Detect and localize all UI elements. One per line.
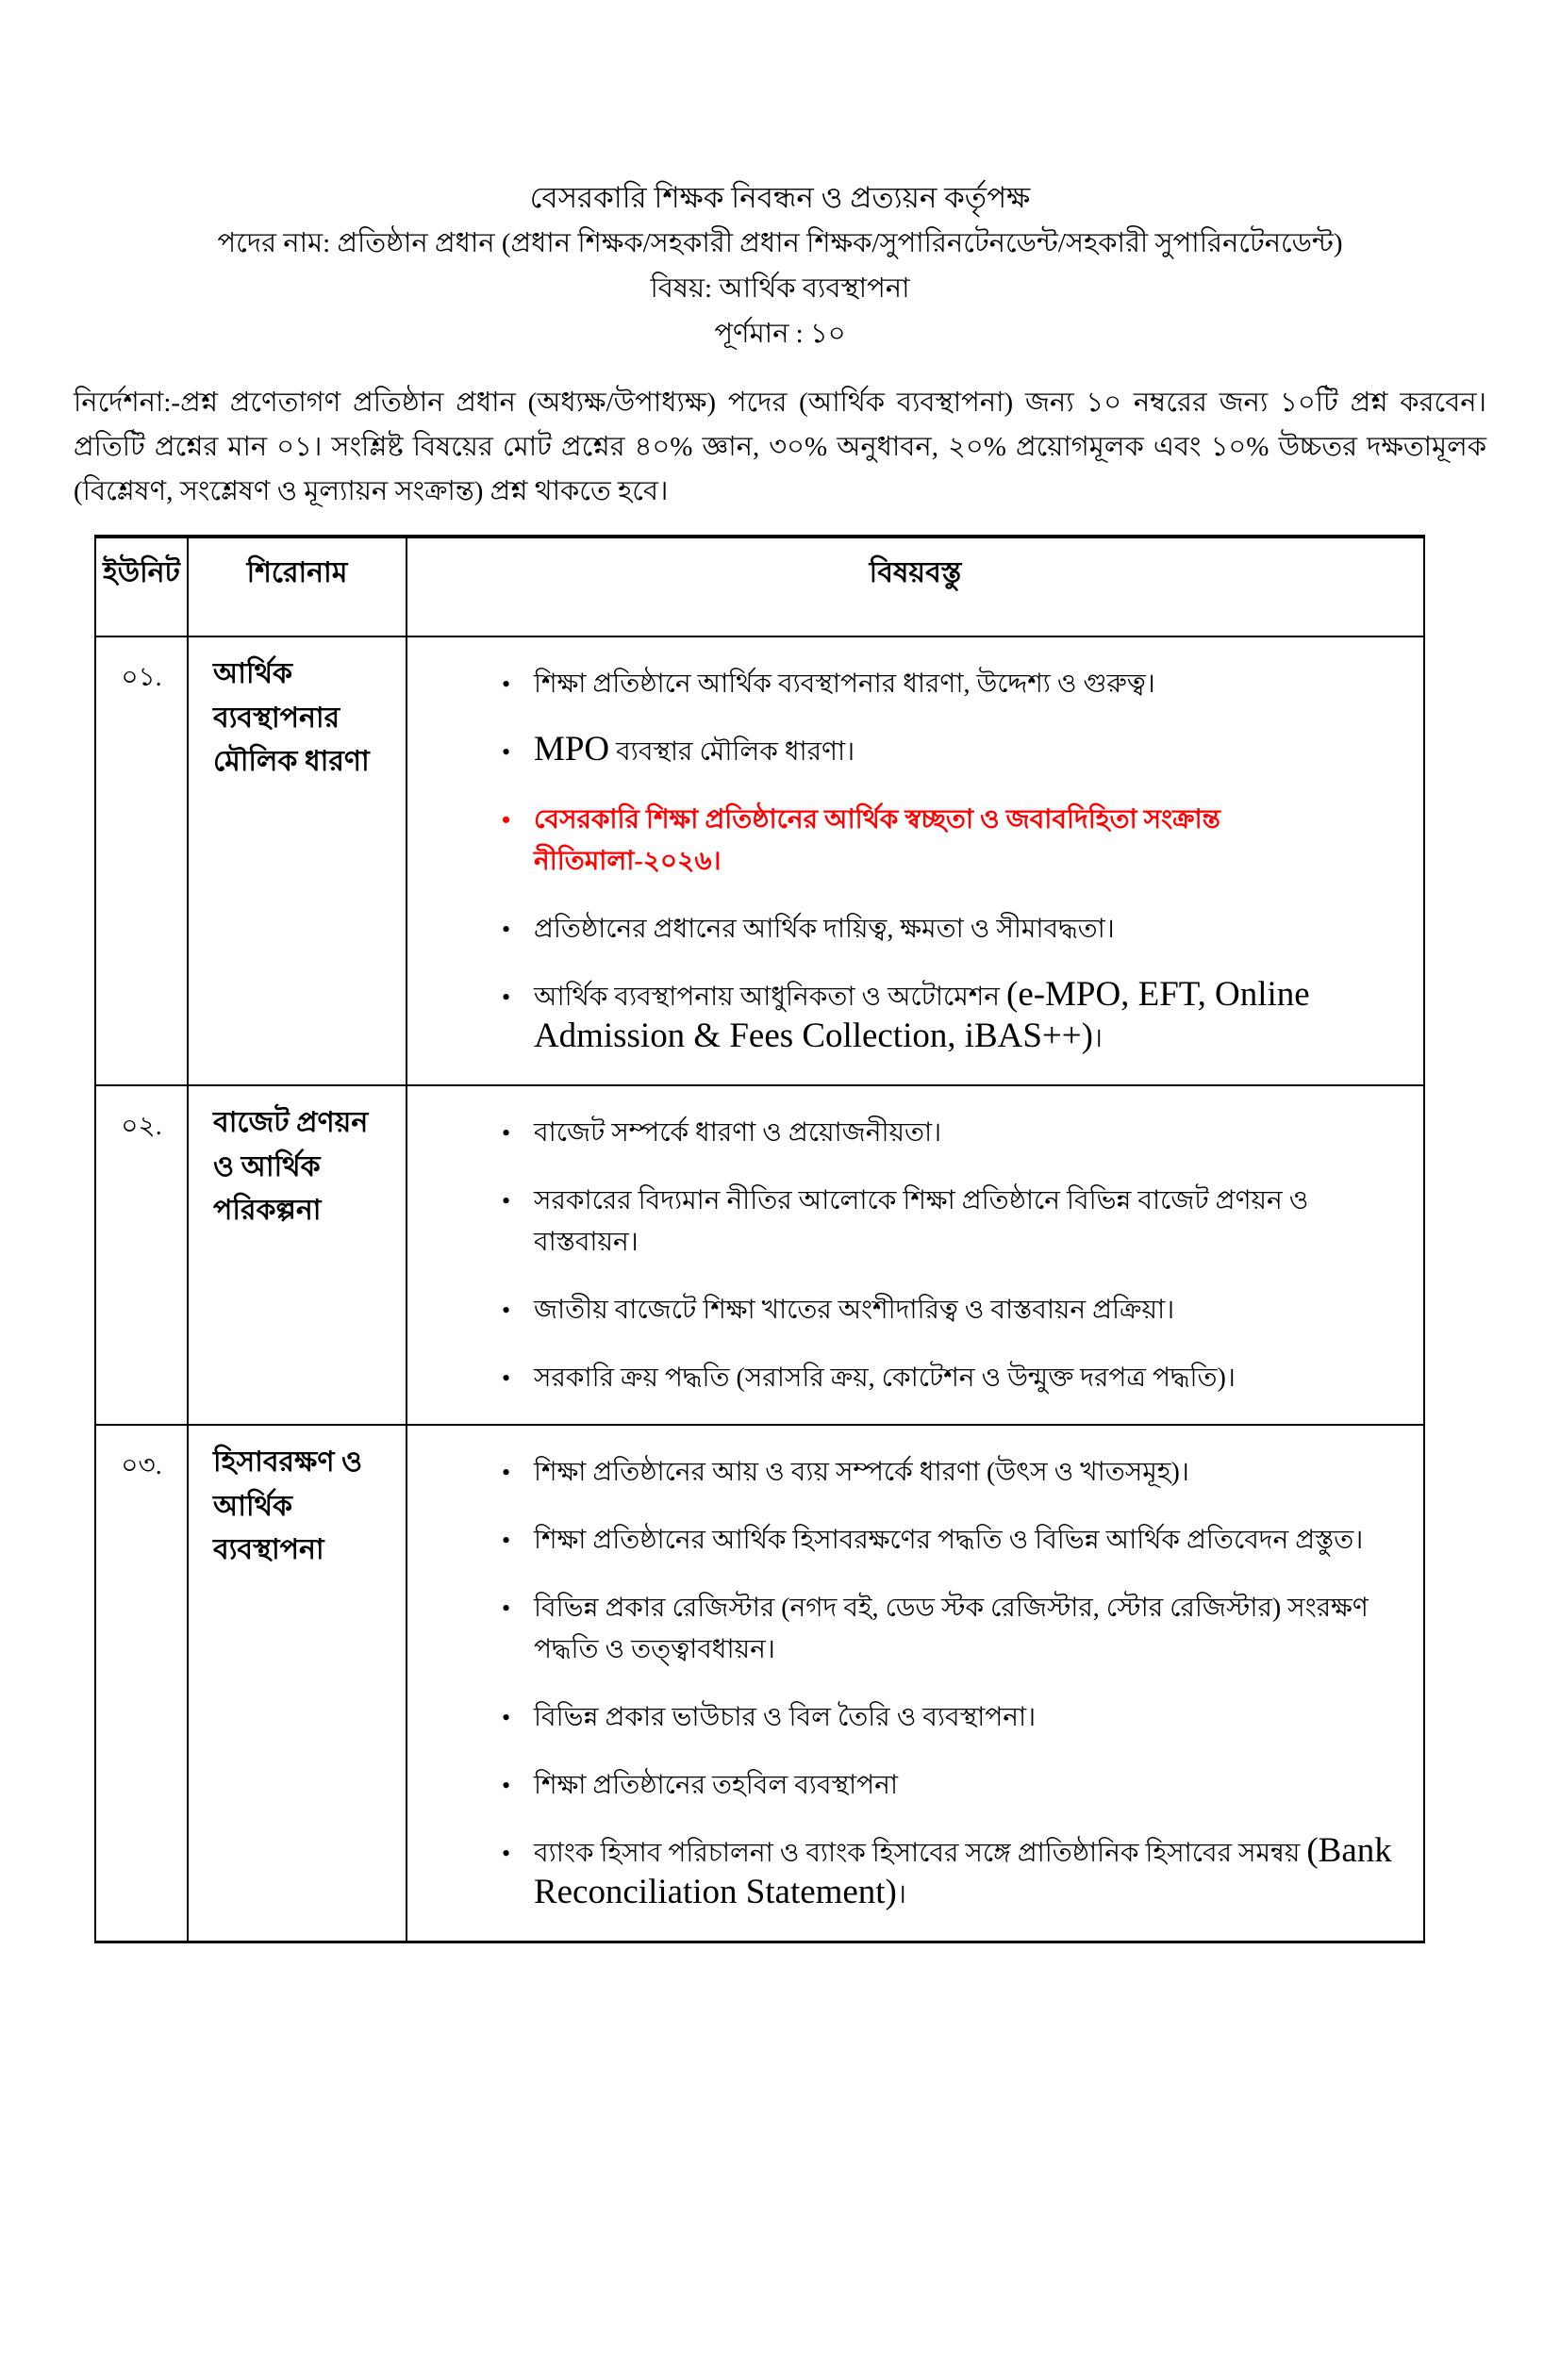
table-row-unit-2 [95, 1085, 1424, 1425]
topic-item [407, 1520, 1406, 1562]
authority-title: বেসরকারি শিক্ষক নিবন্ধন ও প্রত্যয়ন কর্তৃপক্ষ [529, 181, 1031, 214]
topic-item [407, 1697, 1406, 1739]
content-cell [407, 636, 1424, 1085]
topic-item-highlighted [407, 800, 1406, 883]
document-header [0, 175, 1560, 356]
unit-title: আর্থিক ব্যবস্থাপনার মৌলিক ধারণা [188, 636, 407, 1085]
instructions-paragraph: নির্দেশনা:-প্রশ্ন প্রণেতাগণ প্রতিষ্ঠান প্রধান (অধ্যক্ষ/উপাধ্যক্ষ) পদের (আর্থিক ব্যবস্থাপনা) জন্য ১০ নম্বরের জন্য ১০টি প্রশ্ন করবেন। প্রতিটি প্রশ্নের মান ০১। সংশ্লিষ্ট বিষয়ের মোট প্রশ্নের ৪০% জ্ঞান, ৩০% অনুধাবন, ২০% প্রয়োগমূলক এবং ১০% উচ্চতর দক্ষতামূলক (বিশ্লেষণ, সংশ্লেষণ ও মূল্যায়ন সংক্রান্ত) প্রশ্ন থাকতে হবে। [74, 388, 1486, 506]
topic-item [407, 909, 1406, 950]
syllabus-table [94, 535, 1425, 1943]
topic-text: শিক্ষা প্রতিষ্ঠানের আর্থিক হিসাবরক্ষণের পদ্ধতি ও বিভিন্ন আর্থিক প্রতিবেদন প্রস্তুত। [534, 1526, 1364, 1555]
topic-text: বাজেট সম্পর্কে ধারণা ও প্রয়োজনীয়তা। [534, 1118, 942, 1148]
table-row-unit-1 [95, 636, 1424, 1085]
bullet-icon: • [502, 1704, 511, 1731]
unit-number: ০৩. [95, 1425, 188, 1942]
topic-text: বিভিন্ন প্রকার ভাউচার ও বিল তৈরি ও ব্যবস্থাপনা। [534, 1703, 1037, 1732]
bullet-icon: • [502, 1595, 511, 1622]
col-header-content: বিষয়বস্তু [407, 537, 1424, 636]
table-header-row [95, 537, 1424, 636]
topic-text: আর্থিক ব্যবস্থাপনায় আধুনিকতা ও অটোমেশন (e-MPO, EFT, Online Admission & Fees Collection, iBAS++)। [534, 974, 1310, 1054]
topic-text: সরকারের বিদ্যমান নীতির আলোকে শিক্ষা প্রতিষ্ঠানে বিভিন্ন বাজেট প্রণয়ন ও বাস্তবায়ন। [534, 1186, 1309, 1257]
topic-text: ব্যাংক হিসাব পরিচালনা ও ব্যাংক হিসাবের সঙ্গে প্রাতিষ্ঠানিক হিসাবের সমন্বয় (Bank Reconciliation Statement)। [534, 1830, 1392, 1910]
bullet-icon: • [502, 1187, 511, 1215]
topic-item [407, 664, 1406, 705]
page [0, 175, 1560, 2380]
topic-text: সরকারি ক্রয় পদ্ধতি (সরাসরি ক্রয়, কোটেশন ও উন্মুক্ত দরপত্র পদ্ধতি)। [534, 1364, 1236, 1393]
subject-line: বিষয়: আর্থিক ব্যবস্থাপনা [650, 273, 910, 304]
topic-text: জাতীয় বাজেটে শিক্ষা খাতের অংশীদারিত্ব ও বাস্তবায়ন প্রক্রিয়া। [534, 1296, 1175, 1325]
bullet-icon: • [502, 1297, 511, 1324]
topic-item [407, 1113, 1406, 1154]
topic-item [407, 1358, 1406, 1399]
content-cell [407, 1425, 1424, 1942]
topic-item [407, 1765, 1406, 1807]
unit-title: হিসাবরক্ষণ ও আর্থিক ব্যবস্থাপনা [188, 1425, 407, 1942]
unit-number: ০১. [95, 636, 188, 1085]
topic-list [407, 1452, 1406, 1916]
full-marks-line: পূর্ণমান : ১০ [714, 319, 846, 349]
bullet-icon: • [502, 1364, 511, 1392]
topic-item [407, 729, 1406, 773]
bullet-icon: • [502, 916, 511, 943]
bullet-icon: • [502, 1772, 511, 1799]
content-cell [407, 1085, 1424, 1425]
topic-text: বেসরকারি শিক্ষা প্রতিষ্ঠানের আর্থিক স্বচ্ছতা ও জবাবদিহিতা সংক্রান্ত নীতিমালা-২০২৬। [534, 805, 1220, 876]
unit-title: বাজেট প্রণয়ন ও আর্থিক পরিকল্পনা [188, 1085, 407, 1425]
topic-item [407, 1290, 1406, 1331]
topic-text: শিক্ষা প্রতিষ্ঠানে আর্থিক ব্যবস্থাপনার ধারণা, উদ্দেশ্য ও গুরুত্ব। [534, 669, 1155, 699]
col-header-unit: ইউনিট [95, 537, 188, 636]
topic-list [407, 1113, 1406, 1399]
topic-text: প্রতিষ্ঠানের প্রধানের আর্থিক দায়িত্ব, ক্ষমতা ও সীমাবদ্ধতা। [534, 915, 1115, 944]
bullet-icon: • [502, 806, 511, 834]
topic-text: শিক্ষা প্রতিষ্ঠানের আয় ও ব্যয় সম্পর্কে ধারণা (উৎস ও খাতসমূহ)। [534, 1458, 1189, 1487]
bullet-icon: • [502, 1119, 511, 1147]
bullet-icon: • [502, 983, 511, 1011]
topic-text: বিভিন্ন প্রকার রেজিস্টার (নগদ বই, ডেড স্টক রেজিস্টার, স্টোর রেজিস্টার) সংরক্ষণ পদ্ধতি ও তত্ত্বাবধায়ন। [534, 1594, 1369, 1664]
bullet-icon: • [502, 670, 511, 698]
topic-item [407, 1452, 1406, 1494]
topic-item [407, 1830, 1406, 1916]
topic-item [407, 974, 1406, 1060]
col-header-title: শিরোনাম [188, 537, 407, 636]
topic-text: MPO ব্যবস্থার মৌলিক ধারণা। [534, 729, 855, 768]
topic-item [407, 1181, 1406, 1264]
table-row-unit-3 [95, 1425, 1424, 1942]
bullet-icon: • [502, 1459, 511, 1486]
bullet-icon: • [502, 1840, 511, 1867]
bullet-icon: • [502, 1527, 511, 1554]
topic-list [407, 664, 1406, 1060]
bullet-icon: • [502, 738, 511, 766]
topic-item [407, 1588, 1406, 1671]
topic-text: শিক্ষা প্রতিষ্ঠানের তহবিল ব্যবস্থাপনা [534, 1771, 898, 1800]
post-name-line: পদের নাম: প্রতিষ্ঠান প্রধান (প্রধান শিক্ষক/সহকারী প্রধান শিক্ষক/সুপারিনটেনডেন্ট/সহকারী সুপারিনটেনডেন্ট) [217, 228, 1343, 258]
unit-number: ০২. [95, 1085, 188, 1425]
